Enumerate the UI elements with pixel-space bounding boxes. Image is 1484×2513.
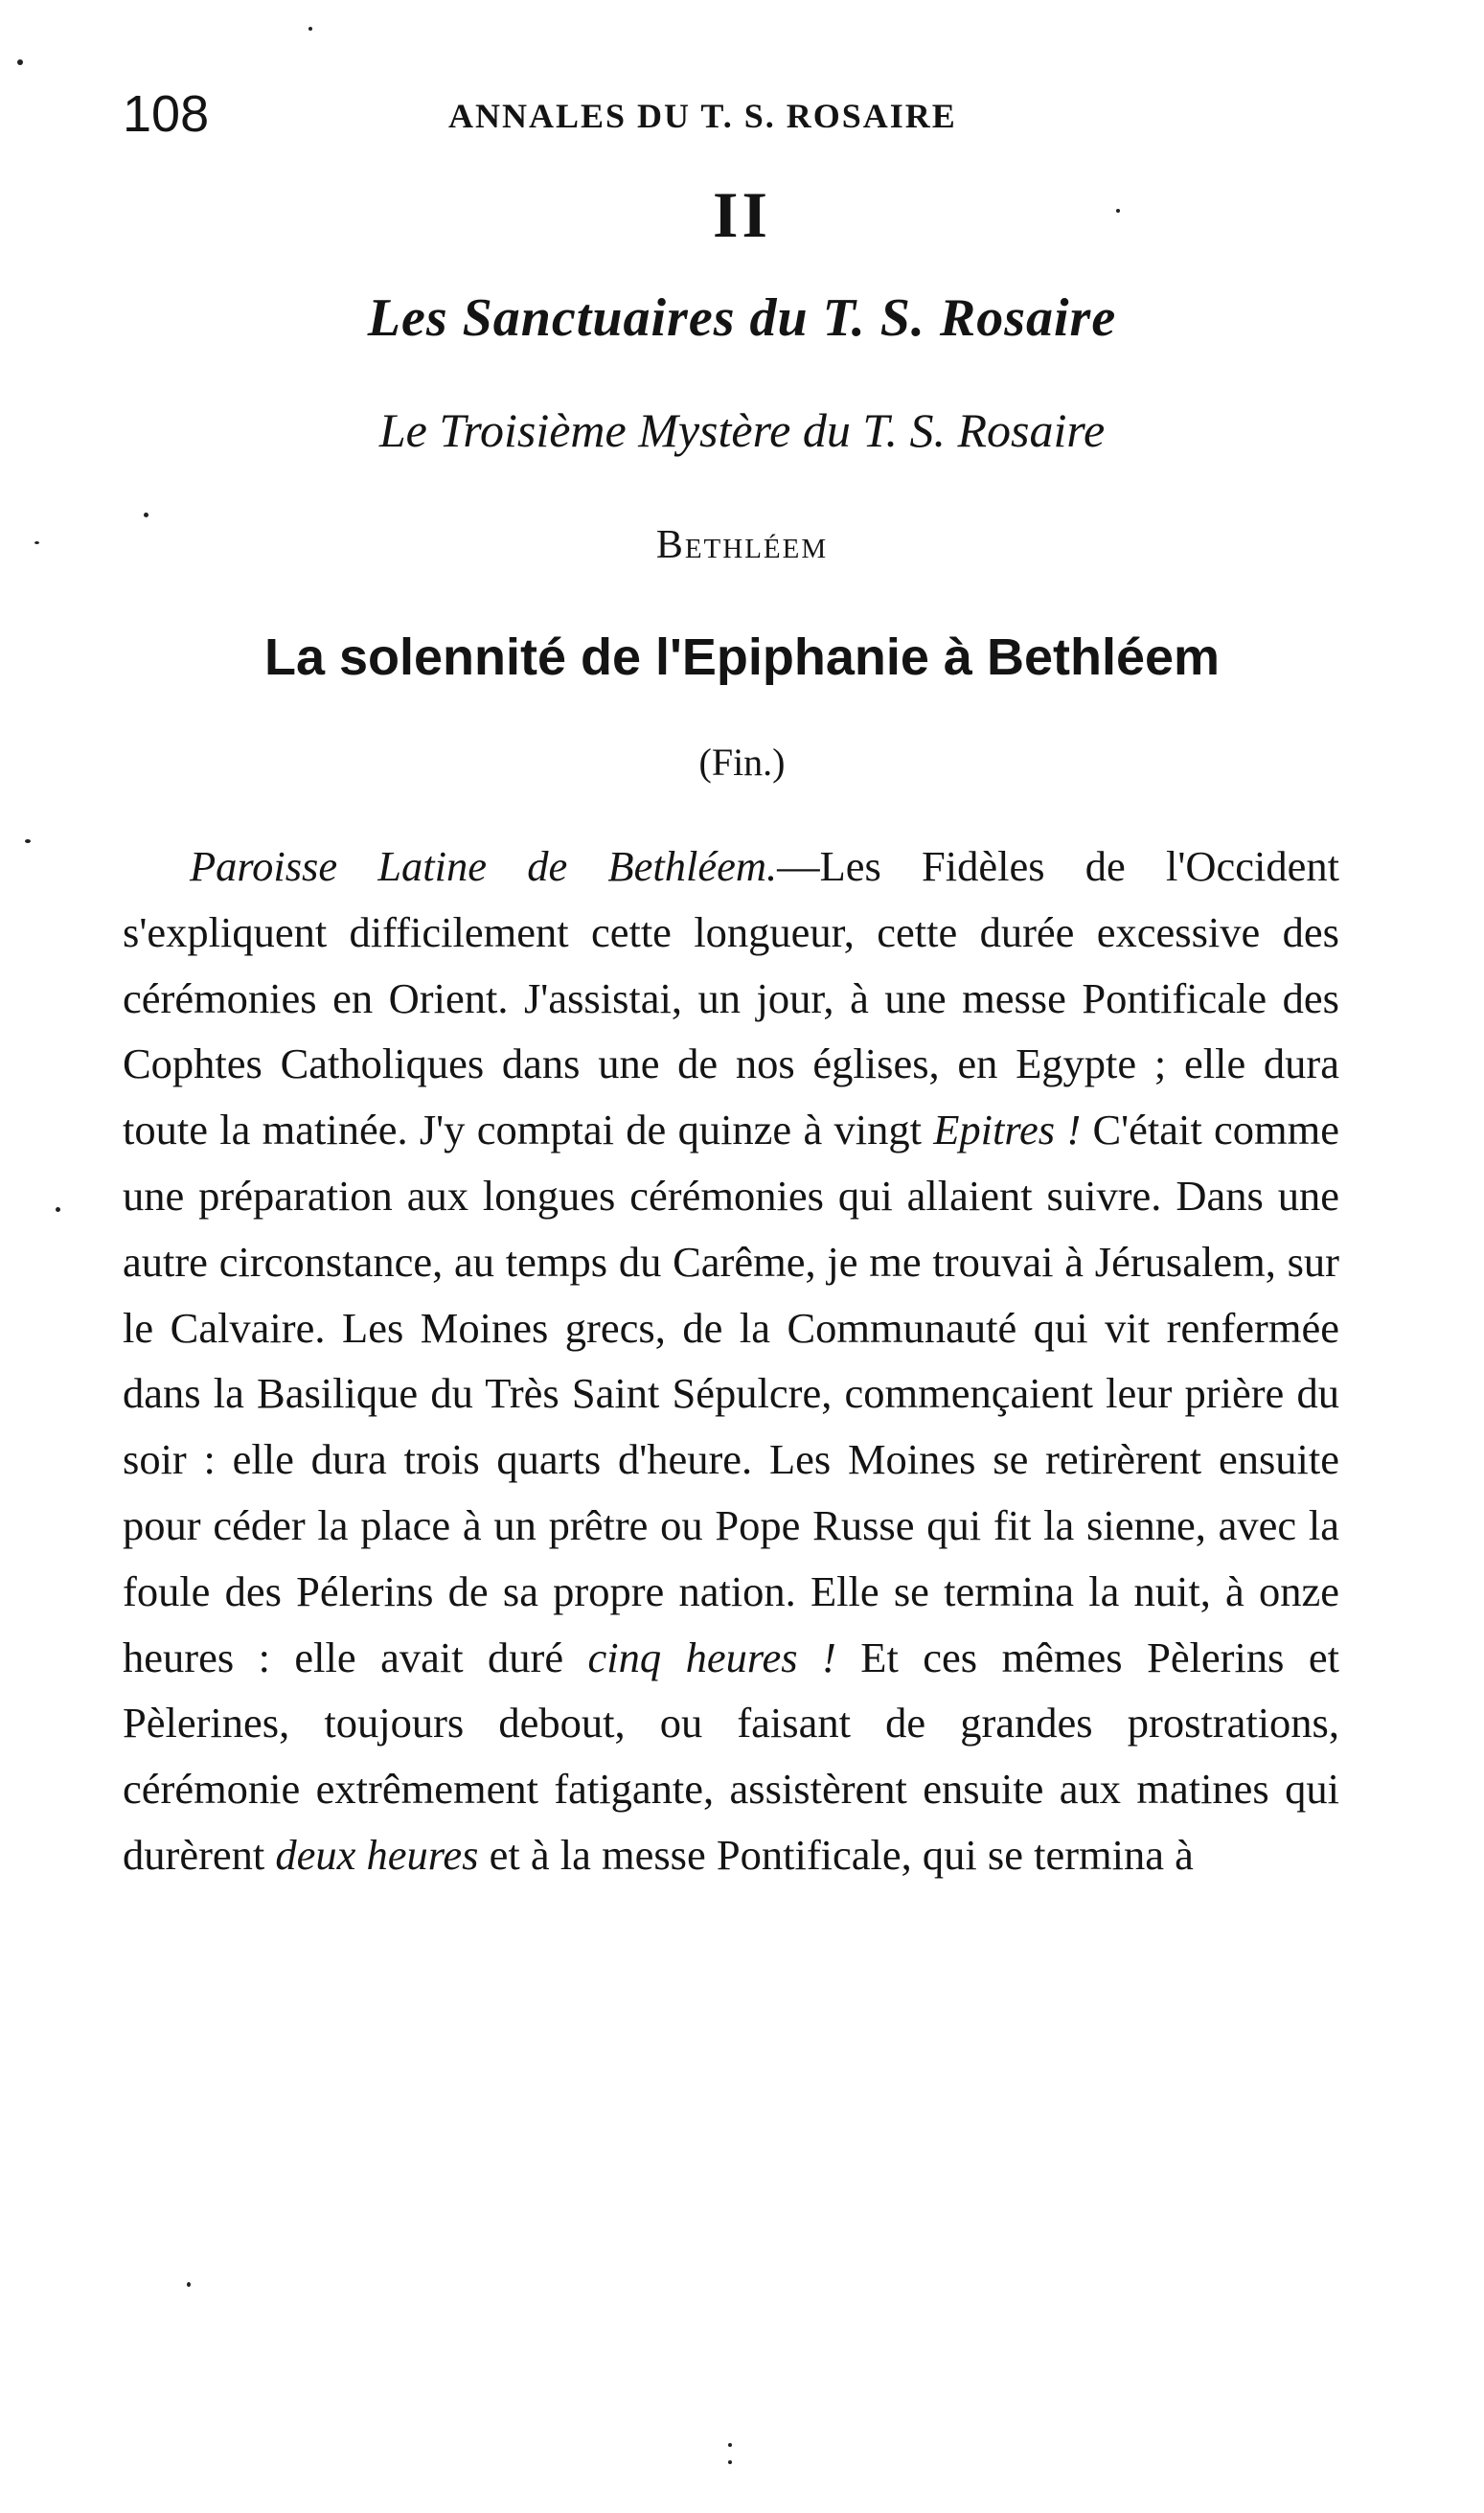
place-heading: Bethléem [655,523,829,567]
paragraph-text: et à la messe Pontificale, qui se termina à [478,1830,1194,1879]
page-number: 108 [123,85,210,143]
scan-speck [17,59,23,65]
paragraph-heading: Paroisse Latine de Bethléem. [190,842,778,890]
scan-speck [56,1207,60,1212]
paragraph-text: —Les Fidèles de l'Occident s'expliquent difficilement cette longueur, cette durée excessive des cérémonies en Orient. J'assistai, un jour, à une messe Pontificale des Cophtes Catholiques dans une de nos églises, en Egypte ; elle dura toute la matinée. J'y comptai de quinze à vingt [123,842,1339,1154]
paragraph-text: C'était comme une préparation aux longues cérémonies qui allaient suivre. Dans une autre circonstance, au temps du Carême, je me trouvai à Jérusalem, sur le Calvaire. Les Moines grecs, de la Communauté qui vit renfermée dans la Basilique du Très Saint Sépulcre, commençaient leur prière du soir : elle dura trois quarts d'heure. Les Moines se retirèrent ensuite pour céder la place à un prêtre ou Pope Russe qui fit la sienne, avec la foule des Pélerins de sa propre nation. Elle se termina la nuit, à onze heures : elle avait duré [123,1106,1340,1681]
scan-speck [144,513,148,517]
scan-speck [308,27,312,31]
article-title: La solennité de l'Epiphanie à Bethléem [263,628,1221,686]
section-title: Les Sanctuaires du T. S. Rosaire [367,288,1117,348]
running-title: ANNALES DU T. S. ROSAIRE [448,97,957,135]
paragraph-text: Et ces mêmes Pèlerins et Pèlerines, toujours debout, ou faisant de grandes prostrations, cérémonie extrêmement fatigante, assistèrent ensuite aux matines qui durèrent [123,1633,1339,1879]
scan-speck [728,2460,732,2464]
section-subtitle: Le Troisième Mystère du T. S. Rosaire [378,403,1106,457]
paragraph [123,834,1339,1888]
emphasis-deux-heures: deux heures [275,1830,479,1879]
scan-speck [728,2443,732,2447]
scan-speck [25,839,31,843]
emphasis-cinq-heures: cinq heures ! [587,1633,836,1681]
scan-speck [187,2282,191,2287]
body-text [123,834,1339,1888]
scan-speck [34,541,39,544]
scan-speck [1116,209,1120,213]
section-number: II [713,178,771,251]
emphasis-epitres: Epitres ! [933,1106,1082,1154]
fin-note: (Fin.) [698,741,786,784]
running-head [123,84,1311,151]
